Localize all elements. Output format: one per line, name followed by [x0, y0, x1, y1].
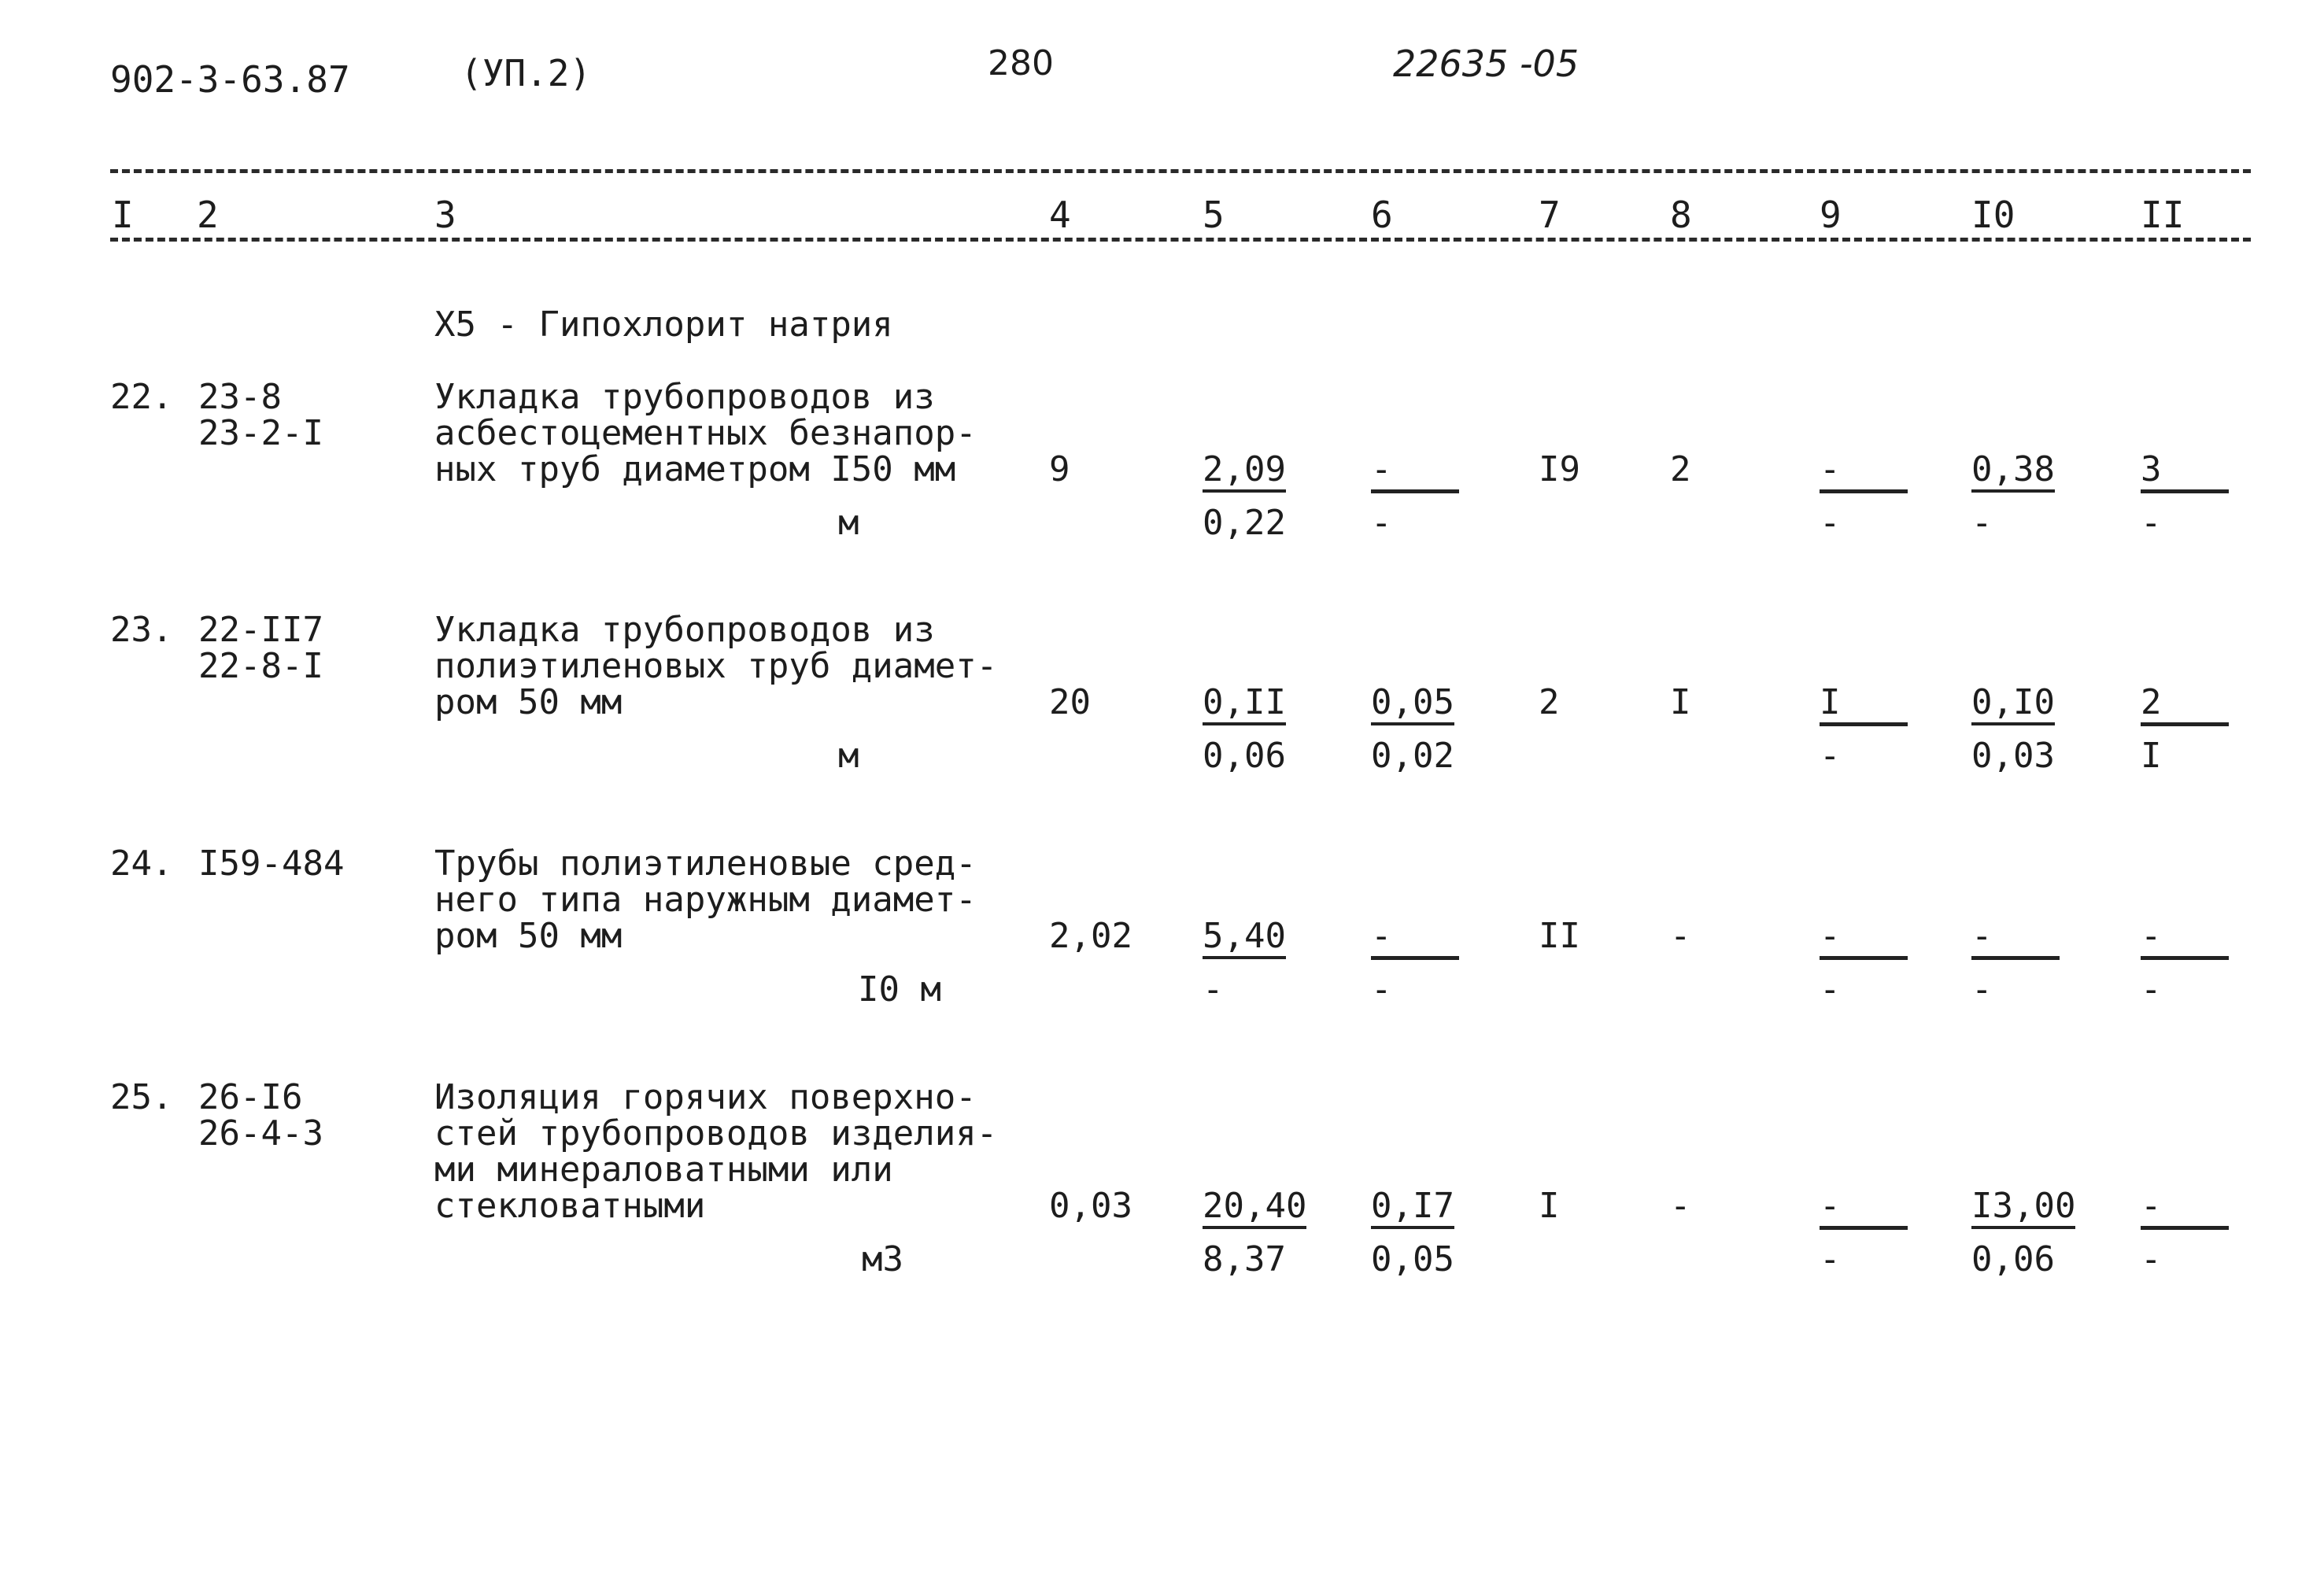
cell-col9-underline [1820, 489, 1908, 493]
cell-col5-top: 20,40 [1203, 1188, 1306, 1229]
col-header-4: 4 [1049, 194, 1071, 236]
col-header-9: 9 [1820, 194, 1842, 236]
cell-col6-top: - [1371, 449, 1392, 489]
cell-col6-underline [1371, 956, 1459, 960]
cell-col11-underline [2141, 1226, 2229, 1230]
cell-col4: 2,02 [1049, 916, 1132, 956]
col-header-3: 3 [434, 194, 456, 236]
row-desc-line: него типа наружным диамет- [434, 880, 977, 920]
row-code: 26-4-3 [198, 1113, 323, 1154]
cell-col6-underline [1371, 489, 1459, 493]
col-header-6: 6 [1371, 194, 1393, 236]
cell-col9-bottom: - [1820, 736, 1841, 776]
col-header-7: 7 [1539, 194, 1561, 236]
cell-col9-top: I [1820, 682, 1841, 722]
header-top-rule [110, 169, 2251, 173]
cell-col6-top: - [1371, 916, 1392, 956]
row-unit: I0 м [858, 969, 941, 1010]
cell-col6-bottom: 0,05 [1371, 1239, 1454, 1279]
cell-col8: 2 [1670, 449, 1691, 489]
cell-col9-bottom: - [1820, 1239, 1841, 1279]
section-title: Х5 - Гипохлорит натрия [434, 305, 893, 345]
cell-col5-top: 2,09 [1203, 452, 1286, 493]
row-desc-line: Укладка трубопроводов из [434, 377, 935, 417]
row-number: 22. [110, 377, 173, 417]
inventory-number: 22635 -05 [1393, 42, 1580, 85]
cell-col11-top: - [2141, 916, 2162, 956]
cell-col11-top: 2 [2141, 682, 2162, 722]
cell-col11-bottom: - [2141, 969, 2162, 1010]
row-code: 23-8 [198, 377, 282, 417]
row-code: 26-I6 [198, 1077, 303, 1117]
cell-col9-underline [1820, 1226, 1908, 1230]
cell-col10-bottom: - [1971, 969, 1993, 1010]
cell-col5-bottom: 0,22 [1203, 503, 1286, 543]
cell-col9-underline [1820, 722, 1908, 726]
cell-col11-underline [2141, 956, 2229, 960]
cell-col4: 9 [1049, 449, 1070, 489]
row-code: I59-484 [198, 844, 345, 884]
col-header-11: II [2141, 194, 2185, 236]
cell-col7: 2 [1539, 682, 1560, 722]
row-desc-line: Трубы полиэтиленовые сред- [434, 844, 977, 884]
row-unit: м3 [862, 1239, 903, 1279]
col-header-5: 5 [1203, 194, 1225, 236]
cell-col8: - [1670, 916, 1691, 956]
row-number: 23. [110, 610, 173, 650]
row-unit: м [838, 503, 859, 543]
cell-col11-top: 3 [2141, 449, 2162, 489]
cell-col9-top: - [1820, 449, 1841, 489]
cell-col10-underline [1971, 956, 2060, 960]
row-desc-line: стекловатными [434, 1186, 706, 1226]
header-bottom-rule [110, 238, 2251, 242]
cell-col10-bottom: - [1971, 503, 1993, 543]
row-desc-line: ром 50 мм [434, 682, 623, 722]
cell-col9-top: - [1820, 1186, 1841, 1226]
row-desc-line: Изоляция горячих поверхно- [434, 1077, 977, 1117]
cell-col11-top: - [2141, 1186, 2162, 1226]
cell-col5-bottom: 8,37 [1203, 1239, 1286, 1279]
cell-col6-top: 0,I7 [1371, 1188, 1454, 1229]
row-desc-line: ных труб диаметром I50 мм [434, 449, 956, 489]
doc-code: 902-3-63.87 [110, 58, 350, 101]
row-desc-line: ром 50 мм [434, 916, 623, 956]
cell-col10-top: I3,00 [1971, 1188, 2075, 1229]
cell-col10-bottom: 0,06 [1971, 1239, 2055, 1279]
cell-col10-top: 0,I0 [1971, 685, 2055, 725]
row-desc-line: Укладка трубопроводов из [434, 610, 935, 650]
cell-col7: I [1539, 1186, 1560, 1226]
row-desc-line: стей трубопроводов изделия- [434, 1113, 998, 1154]
cell-col8: I [1670, 682, 1691, 722]
cell-col6-bottom: 0,02 [1371, 736, 1454, 776]
cell-col11-bottom: - [2141, 503, 2162, 543]
col-header-2: 2 [197, 194, 219, 236]
cell-col9-underline [1820, 956, 1908, 960]
row-unit: м [838, 736, 859, 776]
page-number: 280 [988, 43, 1054, 83]
cell-col8: - [1670, 1186, 1691, 1226]
row-desc-line: ми минераловатными или [434, 1150, 893, 1190]
cell-col5-bottom: 0,06 [1203, 736, 1286, 776]
cell-col11-underline [2141, 722, 2229, 726]
cell-col4: 0,03 [1049, 1186, 1132, 1226]
cell-col5-bottom: - [1203, 969, 1224, 1010]
cell-col5-top: 5,40 [1203, 918, 1286, 959]
cell-col6-top: 0,05 [1371, 685, 1454, 725]
cell-col9-bottom: - [1820, 969, 1841, 1010]
cell-col10-top: 0,38 [1971, 452, 2055, 493]
cell-col11-bottom: I [2141, 736, 2162, 776]
cell-col11-bottom: - [2141, 1239, 2162, 1279]
row-code: 22-II7 [198, 610, 323, 650]
row-number: 25. [110, 1077, 173, 1117]
col-header-1: I [112, 194, 134, 236]
cell-col11-underline [2141, 489, 2229, 493]
sheet-label: (УП.2) [460, 52, 592, 94]
cell-col10-bottom: 0,03 [1971, 736, 2055, 776]
cell-col5-top: 0,II [1203, 685, 1286, 725]
col-header-10: I0 [1971, 194, 2015, 236]
row-desc-line: асбестоцементных безнапор- [434, 413, 977, 453]
col-header-8: 8 [1670, 194, 1692, 236]
cell-col7: I9 [1539, 449, 1580, 489]
cell-col10-top: - [1971, 916, 1993, 956]
cell-col9-bottom: - [1820, 503, 1841, 543]
row-number: 24. [110, 844, 173, 884]
cell-col9-top: - [1820, 916, 1841, 956]
cell-col6-bottom: - [1371, 969, 1392, 1010]
row-desc-line: полиэтиленовых труб диамет- [434, 646, 998, 686]
cell-col7: II [1539, 916, 1580, 956]
row-code: 22-8-I [198, 646, 323, 686]
row-code: 23-2-I [198, 413, 323, 453]
cell-col4: 20 [1049, 682, 1091, 722]
cell-col6-bottom: - [1371, 503, 1392, 543]
